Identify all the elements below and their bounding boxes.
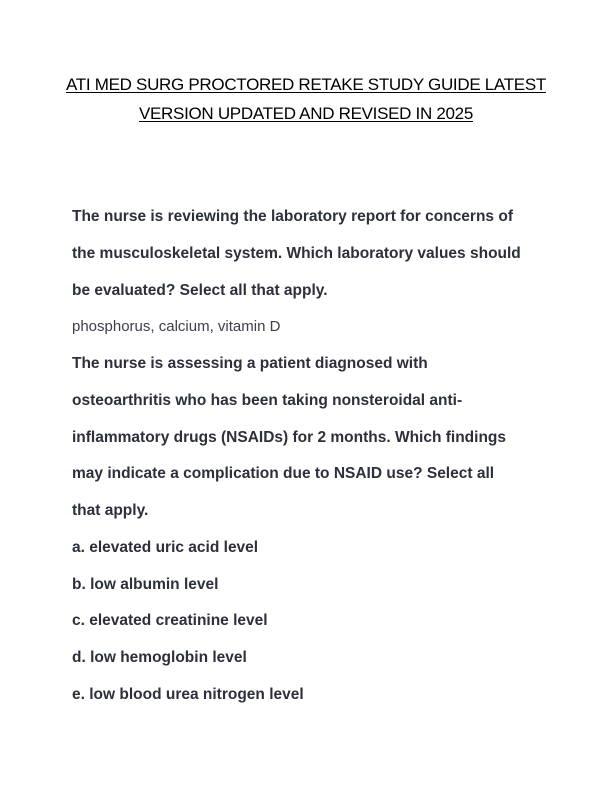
question-2-option-b: b. low albumin level	[72, 576, 219, 593]
question-2-line-2: osteoarthritis who has been taking nonsteroidal anti-	[72, 392, 463, 409]
question-1-answer: phosphorus, calcium, vitamin D	[72, 318, 281, 335]
question-1-line-1: The nurse is reviewing the laboratory report for concerns of	[72, 208, 513, 225]
question-2-line-5: that apply.	[72, 502, 149, 519]
question-2-option-c: c. elevated creatinine level	[72, 612, 268, 629]
question-2-line-4: may indicate a complication due to NSAID use? Select all	[72, 465, 495, 482]
question-1-line-3: be evaluated? Select all that apply.	[72, 282, 328, 299]
question-1-line-2: the musculoskeletal system. Which laboratory values should	[72, 245, 521, 262]
document-title-line-1: ATI MED SURG PROCTORED RETAKE STUDY GUIDE LATEST	[66, 75, 546, 94]
question-2-line-3: inflammatory drugs (NSAIDs) for 2 months. Which findings	[72, 429, 507, 446]
question-2-option-d: d. low hemoglobin level	[72, 649, 247, 666]
question-2-line-1: The nurse is assessing a patient diagnosed with	[72, 355, 428, 372]
question-2-option-a: a. elevated uric acid level	[72, 539, 259, 556]
question-2-option-e: e. low blood urea nitrogen level	[72, 686, 304, 703]
document-title-line-2: VERSION UPDATED AND REVISED IN 2025	[138, 104, 473, 123]
